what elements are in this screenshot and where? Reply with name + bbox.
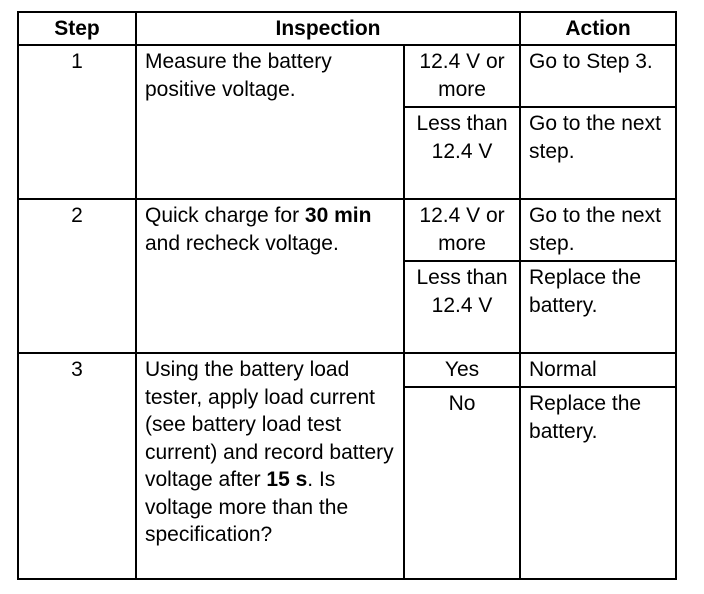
table-row — [18, 199, 676, 261]
action-cell: Normal — [520, 353, 676, 387]
header-step: Step — [18, 12, 136, 45]
condition-cell: Less than 12.4 V — [404, 261, 520, 353]
condition-cell: Yes — [404, 353, 520, 387]
header-action: Action — [520, 12, 676, 45]
inspection-text-part: . Is voltage more than the specification? — [145, 468, 349, 546]
step-number: 2 — [18, 199, 136, 353]
condition-cell: Less than 12.4 V — [404, 107, 520, 199]
condition-cell: No — [404, 387, 520, 579]
action-cell: Go to the next step. — [520, 107, 676, 199]
action-cell: Go to Step 3. — [520, 45, 676, 107]
inspection-text-part: Quick charge for — [145, 204, 305, 227]
condition-cell: 12.4 V or more — [404, 45, 520, 107]
condition-cell: 12.4 V or more — [404, 199, 520, 261]
step-number: 1 — [18, 45, 136, 199]
action-cell: Go to the next step. — [520, 199, 676, 261]
inspection-text — [136, 353, 404, 579]
inspection-text-part: Using the battery load tester, apply load current (see battery load test current) and record battery voltage after — [145, 358, 394, 491]
inspection-table — [17, 11, 677, 580]
inspection-text-part: and recheck voltage. — [145, 231, 339, 255]
action-cell: Replace the battery. — [520, 261, 676, 353]
inspection-text — [136, 199, 404, 353]
step-number: 3 — [18, 353, 136, 579]
table-row — [18, 45, 676, 107]
inspection-duration: 30 min — [304, 204, 372, 227]
inspection-text: Measure the battery positive voltage. — [136, 45, 404, 199]
inspection-duration: 15 s — [266, 468, 308, 491]
header-inspection: Inspection — [136, 12, 520, 45]
action-cell: Replace the battery. — [520, 387, 676, 579]
header-row — [18, 12, 676, 45]
table-row — [18, 353, 676, 387]
